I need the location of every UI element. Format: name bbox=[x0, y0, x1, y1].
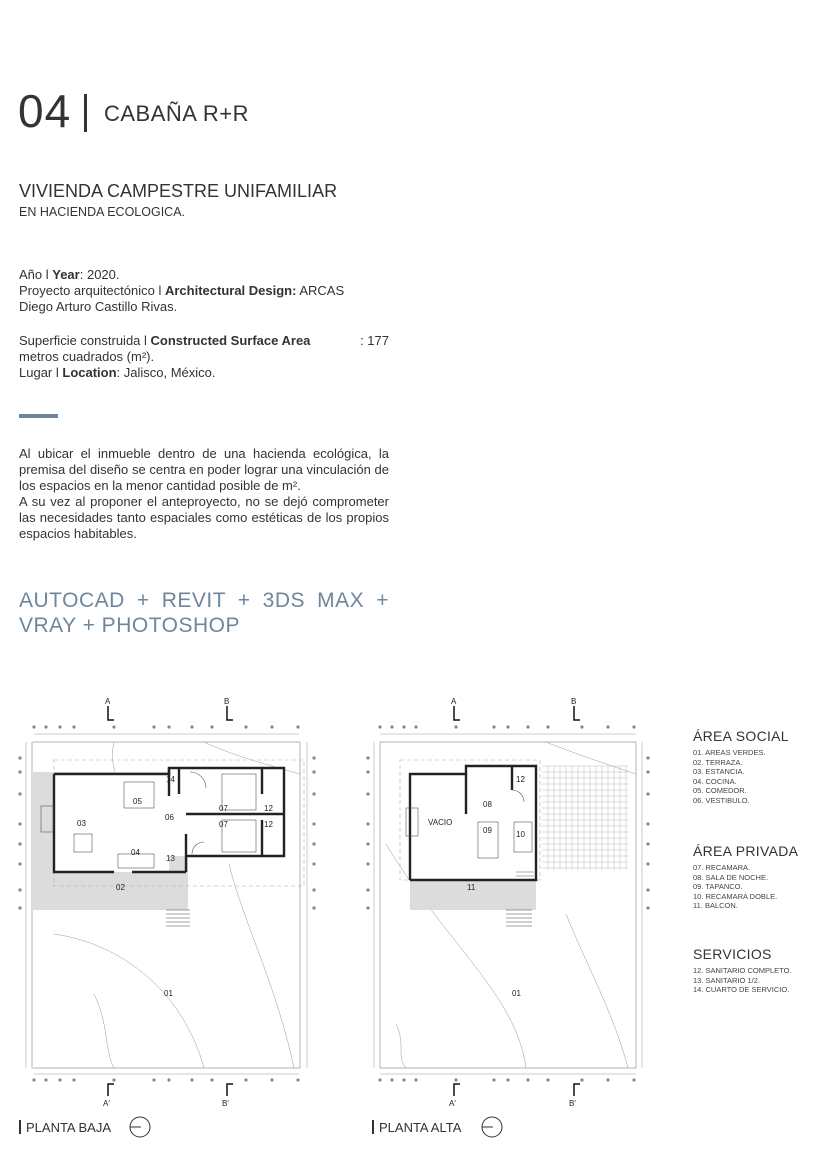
description-paragraph: A su vez al proponer el anteproyecto, no se dejó comprometer las necesidades tanto espaciales como estéticas de los propios espacios habitables. bbox=[19, 494, 389, 541]
project-subtitle-secondary: EN HACIENDA ECOLOGICA. bbox=[19, 205, 186, 219]
section-marker-b-prime: B' bbox=[222, 1099, 229, 1108]
legend-item: 05. COMEDOR. bbox=[693, 786, 747, 795]
legend-item: 12. SANITARIO COMPLETO. bbox=[693, 966, 792, 975]
project-number: 04 bbox=[18, 85, 72, 137]
room-label: 10 bbox=[516, 830, 525, 839]
legend-item: 07. RECAMARA. bbox=[693, 863, 751, 872]
legend-item: 08. SALA DE NOCHE. bbox=[693, 872, 769, 882]
description-paragraph: Al ubicar el inmueble dentro de una hacienda ecológica, la premisa del diseño se centra en poder lograr una vinculación de los espacios en la menor cantidad posible de m². bbox=[19, 446, 389, 493]
room-label: 09 bbox=[483, 826, 492, 835]
room-label: 07 bbox=[219, 820, 228, 829]
legend-item: 02. TERRAZA. bbox=[693, 757, 743, 767]
room-label: 11 bbox=[467, 883, 476, 892]
surface-line-2: metros cuadrados (m²). bbox=[19, 349, 155, 364]
upper-floor-caption: PLANTA ALTA bbox=[372, 1116, 503, 1138]
room-label: VACIO bbox=[428, 818, 453, 827]
section-marker-a: A bbox=[451, 697, 457, 706]
location-line: Lugar l Location: Jalisco, México. bbox=[19, 365, 216, 380]
section-marker-b: B bbox=[571, 697, 577, 706]
section-marker-a-prime: A' bbox=[449, 1099, 456, 1108]
surface-info-block bbox=[19, 333, 389, 381]
legend-item: 11. BALCON. bbox=[693, 901, 738, 910]
legend-item: 09. TAPANCO. bbox=[693, 882, 743, 891]
legend-item: 03. ESTANCIA. bbox=[693, 767, 745, 776]
project-title: CABAÑA R+R bbox=[104, 101, 249, 126]
room-label: 01 bbox=[512, 989, 521, 998]
accent-rule bbox=[19, 414, 58, 418]
room-label: 12 bbox=[264, 804, 273, 813]
legend-item: 01. AREAS VERDES. bbox=[693, 748, 766, 757]
room-label: 12 bbox=[264, 820, 273, 829]
room-label: 07 bbox=[219, 804, 228, 813]
room-label: 05 bbox=[133, 797, 142, 806]
legend-heading: ÁREA PRIVADA bbox=[693, 843, 799, 859]
legend-social bbox=[693, 728, 789, 805]
designer-line: Diego Arturo Castillo Rivas. bbox=[19, 299, 178, 314]
room-label: 08 bbox=[483, 800, 492, 809]
room-label: 12 bbox=[516, 775, 525, 784]
room-label: 13 bbox=[166, 854, 175, 863]
section-marker-b: B bbox=[224, 697, 230, 706]
section-marker-b-prime: B' bbox=[569, 1099, 576, 1108]
section-marker-a-prime: A' bbox=[103, 1099, 110, 1108]
legend-item: 06. VESTIBULO. bbox=[693, 795, 750, 805]
legend-item: 10. RECAMARA DOBLE. bbox=[693, 891, 778, 901]
surface-line: Superficie construida l Constructed Surface Area : 177 bbox=[19, 333, 389, 348]
legend-item: 04. COCINA. bbox=[693, 776, 737, 786]
project-description bbox=[19, 446, 389, 542]
legend-heading: SERVICIOS bbox=[693, 946, 772, 962]
project-subtitle: VIVIENDA CAMPESTRE UNIFAMILIAR bbox=[19, 181, 338, 201]
room-label: 14 bbox=[166, 775, 175, 784]
section-marker-a: A bbox=[105, 697, 111, 706]
legend-services bbox=[693, 946, 792, 995]
ground-floor-plan bbox=[14, 694, 364, 1114]
legend-item: 14. CUARTO DE SERVICIO. bbox=[693, 985, 790, 994]
north-arrow-icon bbox=[481, 1116, 503, 1138]
title-divider bbox=[84, 94, 87, 132]
room-label: 03 bbox=[77, 819, 86, 828]
room-label: 04 bbox=[131, 848, 140, 857]
legend-heading: ÁREA SOCIAL bbox=[693, 728, 789, 744]
legend-private bbox=[693, 843, 798, 911]
north-arrow-icon bbox=[129, 1116, 151, 1138]
room-label: 02 bbox=[116, 883, 125, 892]
design-line: Proyecto arquitectónico l Architectural Design: ARCAS bbox=[19, 283, 345, 298]
ground-floor-caption: PLANTA BAJA bbox=[19, 1116, 151, 1138]
room-label: 01 bbox=[164, 989, 173, 998]
room-label: 06 bbox=[165, 813, 174, 822]
software-list: AUTOCAD + REVIT + 3DS MAX + VRAY + PHOTOSHOP bbox=[19, 589, 389, 637]
year-line: Año l Year: 2020. bbox=[19, 267, 120, 282]
upper-floor-plan bbox=[366, 694, 666, 1114]
project-info-block bbox=[19, 267, 389, 315]
legend-item: 13. SANITARIO 1/2. bbox=[693, 975, 760, 985]
